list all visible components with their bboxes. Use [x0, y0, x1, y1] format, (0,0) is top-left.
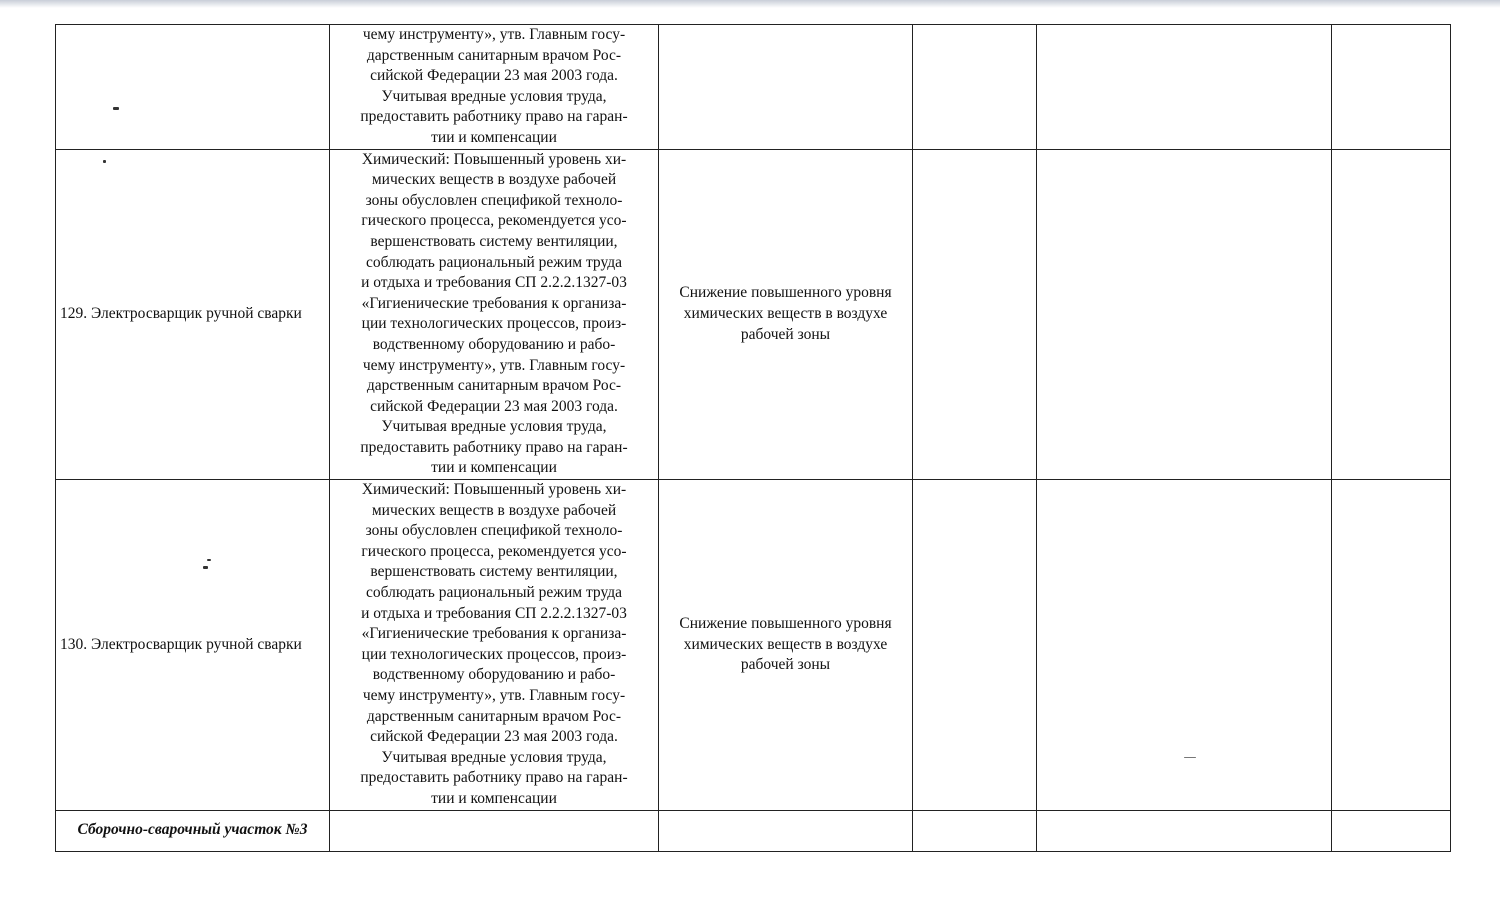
recommendation-line: тии и компенсации — [431, 128, 557, 146]
recommendation-line: водственному оборудованию и рабо- — [372, 666, 616, 684]
empty-cell — [1332, 480, 1451, 811]
recommendation-line: Учитывая вредные условия труда, — [381, 87, 607, 105]
workplace-name-cell — [56, 25, 330, 150]
recommendation-line: предоставить работнику право на гаран- — [360, 108, 628, 126]
section-header-row — [56, 810, 1451, 851]
goal-cell — [659, 25, 913, 150]
recommendation-line: и отдыха и требования СП 2.2.2.1327-03 — [361, 274, 627, 292]
recommendation-cell — [330, 25, 659, 150]
scan-speck — [113, 107, 119, 110]
recommendation-line: «Гигиенические требования к организа- — [361, 625, 627, 643]
empty-cell — [1037, 149, 1332, 480]
recommendation-line: «Гигиенические требования к организа- — [361, 294, 627, 312]
recommendation-line: вершенствовать систему вентиляции, — [370, 563, 618, 581]
empty-cell — [1332, 810, 1451, 851]
recommendation-line: предоставить работнику право на гаран- — [360, 438, 628, 456]
scan-speck — [203, 566, 208, 569]
recommendation-cell — [330, 149, 659, 480]
table-row — [56, 480, 1451, 811]
recommendation-line: зоны обусловлен спецификой техноло- — [365, 522, 623, 540]
recommendation-line: сийской Федерации 23 мая 2003 года. — [370, 67, 618, 85]
recommendation-line: сийской Федерации 23 мая 2003 года. — [370, 728, 618, 746]
recommendation-line: тии и компенсации — [431, 459, 557, 477]
recommendation-line: мических веществ в воздухе рабочей — [371, 171, 617, 189]
workplace-name-cell: 129. Электросварщик ручной сварки — [56, 149, 330, 480]
recommendation-cell — [330, 480, 659, 811]
goal-cell: Снижение повышенного уровня химических веществ в воздухе рабочей зоны — [659, 480, 913, 811]
section-title: Сборочно-сварочный участок №3 — [56, 810, 330, 851]
empty-cell — [913, 25, 1037, 150]
recommendation-line: тии и компенсации — [431, 789, 557, 807]
empty-cell — [1332, 149, 1451, 480]
empty-cell — [1037, 810, 1332, 851]
workplace-name-cell: 130. Электросварщик ручной сварки — [56, 480, 330, 811]
table-row — [56, 25, 1451, 150]
recommendation-line: зоны обусловлен спецификой техноло- — [365, 191, 623, 209]
recommendation-line: Химический: Повышенный уровень хи- — [361, 150, 627, 168]
empty-cell — [1037, 480, 1332, 811]
recommendation-line: ции технологических процессов, произ- — [361, 645, 627, 663]
recommendation-line: гического процесса, рекомендуется усо- — [361, 542, 627, 560]
recommendation-line: дарственным санитарным врачом Рос- — [366, 707, 622, 725]
scan-speck — [103, 160, 106, 163]
measures-table — [55, 24, 1451, 852]
empty-cell — [1037, 25, 1332, 150]
recommendation-line: сийской Федерации 23 мая 2003 года. — [370, 397, 618, 415]
recommendation-line: соблюдать рациональный режим труда — [365, 584, 623, 602]
recommendation-line: дарственным санитарным врачом Рос- — [366, 46, 622, 64]
empty-cell — [659, 810, 913, 851]
empty-cell — [913, 480, 1037, 811]
recommendation-line: Химический: Повышенный уровень хи- — [361, 481, 627, 499]
empty-cell — [1332, 25, 1451, 150]
recommendation-line: водственному оборудованию и рабо- — [372, 335, 616, 353]
goal-cell: Снижение повышенного уровня химических веществ в воздухе рабочей зоны — [659, 149, 913, 480]
recommendation-line: чему инструменту», утв. Главным госу- — [362, 356, 626, 374]
recommendation-line: чему инструменту», утв. Главным госу- — [362, 26, 626, 43]
recommendation-line: мических веществ в воздухе рабочей — [371, 501, 617, 519]
recommendation-line: предоставить работнику право на гаран- — [360, 769, 628, 787]
recommendation-line: ции технологических процессов, произ- — [361, 315, 627, 333]
empty-cell — [913, 810, 1037, 851]
empty-cell — [913, 149, 1037, 480]
recommendation-line: соблюдать рациональный режим труда — [365, 253, 623, 271]
empty-cell — [330, 810, 659, 851]
recommendation-line: вершенствовать систему вентиляции, — [370, 232, 618, 250]
recommendation-line: дарственным санитарным врачом Рос- — [366, 377, 622, 395]
scan-speck — [1184, 757, 1196, 758]
recommendation-line: Учитывая вредные условия труда, — [381, 418, 607, 436]
scan-speck — [207, 559, 211, 561]
recommendation-line: Учитывая вредные условия труда, — [381, 748, 607, 766]
recommendation-line: и отдыха и требования СП 2.2.2.1327-03 — [361, 604, 627, 622]
table-row — [56, 149, 1451, 480]
recommendation-line: чему инструменту», утв. Главным госу- — [362, 687, 626, 704]
scan-top-edge — [0, 0, 1500, 8]
recommendation-line: гического процесса, рекомендуется усо- — [361, 212, 627, 230]
